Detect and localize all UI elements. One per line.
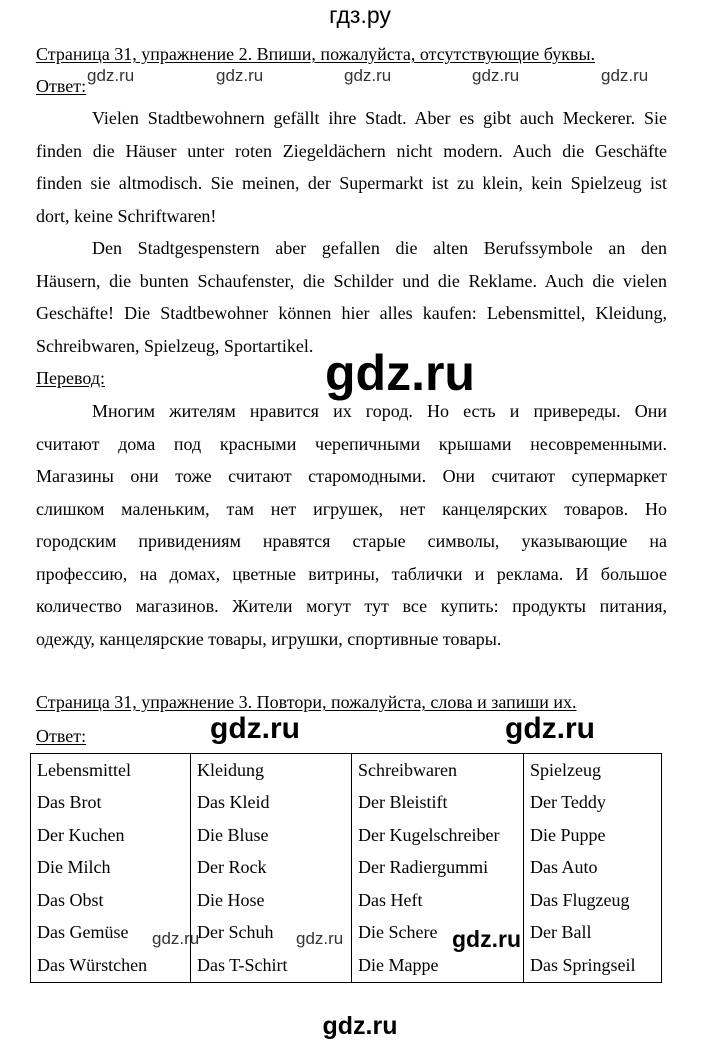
table-cell: Der Radiergummi [352, 852, 524, 885]
table-cell: Der Schuh [191, 917, 352, 950]
watermark: gdz.ru [210, 712, 300, 745]
table-cell: Die Hose [191, 884, 352, 917]
table-row [31, 787, 662, 820]
russian-text [36, 395, 667, 655]
table-cell: Der Rock [191, 852, 352, 885]
table-cell: Das Obst [31, 884, 191, 917]
table-cell: Der Kugelschreiber [352, 819, 524, 852]
watermark: gdz.ru [472, 66, 520, 85]
exercise-3-answer-label: Ответ: [36, 726, 87, 746]
text-line: Vielen Stadtbewohnern gefällt ihre Stadt. Aber es gibt auch Meckerer. Sie [92, 108, 667, 128]
text-line: Магазины они тоже считают старомодными. Они считают супермаркет [36, 466, 667, 486]
text-line: Schreibwaren, Spielzeug, Sportartikel. [36, 335, 314, 356]
table-cell: Das Springseil [524, 949, 662, 982]
exercise-3-heading: Страница 31, упражнение 3. Повтори, пожалуйста, слова и запиши их. [36, 692, 577, 712]
table-cell: Der Kuchen [31, 819, 191, 852]
table-cell: Das Würstchen [31, 949, 191, 982]
table-cell: Der Teddy [524, 787, 662, 820]
table-cell: Das Brot [31, 787, 191, 820]
text-line: количество магазинов. Жители могут тут все купить: продукты питания, [36, 596, 667, 616]
text-line: считают дома под красными черепичными крышами несовременными. [36, 433, 667, 454]
table-cell: Die Mappe [352, 949, 524, 982]
table-header-cell: Kleidung [191, 754, 352, 787]
text-line: Häusern, die bunten Schaufenster, die Schilder und die Reklame. Auch die vielen [36, 270, 667, 291]
text-line: слишком маленьким, там нет игрушек, нет канцелярских товаров. Но [36, 498, 667, 519]
words-table-body [31, 754, 662, 983]
table-cell: Das Flugzeug [524, 884, 662, 917]
table-row [31, 852, 662, 885]
german-text [36, 102, 667, 362]
table-cell: Der Ball [524, 917, 662, 950]
words-table [30, 753, 662, 983]
text-line: finden die Häuser unter roten Ziegeldächern nicht modern. Auch die Geschäfte [36, 140, 667, 161]
table-cell: Das Auto [524, 852, 662, 885]
watermark: gdz.ru [152, 929, 200, 948]
watermark: gdz.ru [296, 929, 344, 948]
text-line: Многим жителям нравится их город. Но есть и привереды. Они [92, 401, 667, 421]
watermark: gdz.ru [216, 66, 264, 85]
table-header-cell: Spielzeug [524, 754, 662, 787]
table-cell: Das Kleid [191, 787, 352, 820]
watermark: gdz.ru [87, 66, 135, 85]
table-header-cell: Schreibwaren [352, 754, 524, 787]
site-title: гдз.ру [329, 2, 391, 28]
table-row [31, 949, 662, 982]
table-cell: Das Heft [352, 884, 524, 917]
text-line: Geschäfte! Die Stadtbewohner können hier alles kaufen: Lebensmittel, Kleidung, [36, 303, 667, 323]
watermark: gdz.ru [601, 66, 649, 85]
watermark-big: gdz.ru [325, 345, 475, 401]
table-cell: Das T-Schirt [191, 949, 352, 982]
table-cell: Die Bluse [191, 819, 352, 852]
table-header-row [31, 754, 662, 787]
exercise-2-heading: Страница 31, упражнение 2. Впиши, пожалуйста, отсутствующие буквы. [36, 44, 596, 64]
watermark: gdz.ru [452, 926, 521, 952]
text-line: профессию, на домах, цветные витрины, таблички и реклама. И большое [36, 563, 667, 584]
text-line: Den Stadtgespenstern aber gefallen die alten Berufssymbole an den [92, 238, 667, 258]
watermark: gdz.ru [344, 66, 392, 85]
text-line: finden sie altmodisch. Sie meinen, der Supermarkt ist zu klein, kein Spielzeug ist [36, 173, 667, 193]
table-row [31, 917, 662, 950]
watermark-bottom: gdz.ru [322, 1012, 398, 1040]
table-row [31, 819, 662, 852]
text-line: городским привидениям нравятся старые символы, указывающие на [36, 531, 667, 551]
table-cell: Die Schere [352, 917, 524, 950]
translation-label: Перевод: [36, 368, 105, 388]
table-cell: Der Bleistift [352, 787, 524, 820]
text-line: одежду, канцелярские товары, игрушки, спортивные товары. [36, 628, 502, 649]
table-row [31, 884, 662, 917]
text-line: dort, keine Schriftwaren! [36, 205, 217, 226]
table-cell: Die Milch [31, 852, 191, 885]
table-cell: Die Puppe [524, 819, 662, 852]
exercise-2-answer-label: Ответ: [36, 76, 87, 96]
table-cell: Das Gemüse [31, 917, 191, 950]
watermark: gdz.ru [505, 712, 595, 745]
table-header-cell: Lebensmittel [31, 754, 191, 787]
